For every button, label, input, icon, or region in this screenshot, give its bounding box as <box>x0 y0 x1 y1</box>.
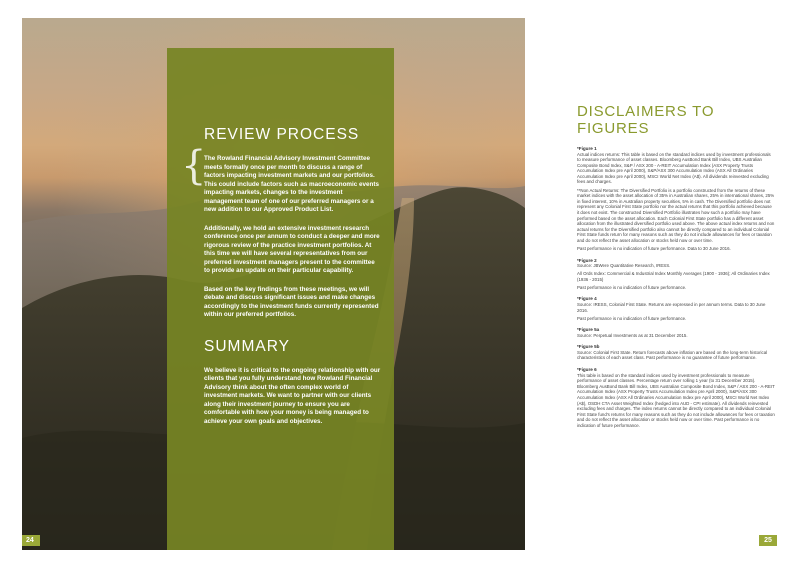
figure-text: All Ords Index: Commercial & Industrial Index Monthly Averages (1900 - 1936); All Ordinaries Index (1936 - 2015) <box>577 271 770 282</box>
figure-label: *Figure 1 <box>577 146 597 151</box>
disclaimers-heading-line1: DISCLAIMERS TO <box>577 103 715 120</box>
page-number-right: 25 <box>759 535 777 546</box>
page-number-left: 24 <box>22 535 40 546</box>
figure-6-disclaimer <box>577 367 775 428</box>
figure-5a-disclaimer <box>577 327 775 338</box>
figure-2-disclaimer <box>577 258 775 291</box>
curly-brace-decoration: { <box>181 143 207 189</box>
review-paragraph-1: The Rowland Financial Advisory Investment Committee meets formally once per month to discuss a range of factors impacting investment markets and our portfolios. This could include factors such as macroeconomic events impacting markets, changes to the investment management team of one of our preferred managers or a new addition to our Approved Product List. <box>204 155 379 213</box>
figure-text: Source: Perpetual Investments as at 31 December 2015. <box>577 332 688 338</box>
disclaimers-section <box>577 103 775 428</box>
figure-text: Past performance is no indication of future performance. Data to 30 June 2016. <box>577 246 731 251</box>
disclaimers-heading-line2: FIGURES <box>577 120 650 137</box>
disclaimers-heading <box>577 103 775 137</box>
figure-label: *Figure 2 <box>577 257 597 263</box>
summary-heading: SUMMARY <box>204 337 290 355</box>
figure-text: Actual indices returns: This table is based on the standard indices used by investment professionals to measure performance of asset classes. Bloomberg AusBond Bank Bill Index, UBS Australian Composite Bond Index, S&P / ASX 200 - A-REIT Accumulation Index (ASX Property Trusts Accumulation Index pre April 2000), S&P/ASX 300 Accumulation Index (ASX All Ordinaries Accumulation Index pre April 2000), MSCI World Net Index (A$). All dividends reinvested excluding fees and charges. <box>577 151 771 185</box>
figure-label: *Figure 4 <box>577 296 597 302</box>
figure-label: *Figure 6 <box>577 367 597 373</box>
review-paragraph-3: Based on the key findings from these meetings, we will debate and discuss significant issues and make changes accordingly to the investment funds currently represented within our preferred portfolios. <box>204 285 379 318</box>
review-process-panel <box>167 48 394 550</box>
review-process-heading: REVIEW PROCESS <box>204 126 360 143</box>
figure-text: Source: Colonial First State. Return forecasts above inflation are based on the long-term historical characteristics of each asset class. Past performance is no guarantee of future performance. <box>577 349 768 361</box>
figure-text: **Non Actual Returns: The Diversified Portfolio is a portfolio constructed from the returns of these market indices with the asset allocation of 35% in Australian shares, 25% in international shares, 25% in fixed interest, 10% in Australian property securities, 5% in cash. The Diversified portfolio does not represent any Colonial First State portfolio nor the actual returns that this portfolio achieved because it does not exist. The constructed Diversified Portfolio illustrates how such a portfolio may have performed based on the asset allocation. Each Colonial First State portfolio has a different asset allocation from the illustrated diversified portfolio used above. The above actual index returns and non actual returns for the Diversified portfolio also cannot be directly compared to an individual Colonial First State funds return for many reasons such as they do not include allowances for fees or taxation and do not reflect the asset allocation or stocks held now or over time. <box>577 187 775 243</box>
figure-text: Past performance is no indication of future performance. <box>577 315 687 321</box>
figure-label: *Figure 5a <box>577 327 600 333</box>
figure-text: This table is based on the standard indices used by investment professionals to measure performance of asset classes. Percentage return over rolling 1 year (to 31 December 2015). Bloomberg AusBond Bank Bill Index, UBS Australian Composite Bond Index, S&P / ASX 200 - A-REIT Accumulation Index (ASX Property Trusts Accumulation Index pre April 2000), S&P/ASX 300 Accumulation Index (ASX All Ordinaries Accumulation Index pre April 2000), MSCI World Net Index (A$), OSDH CTA Asset Weighted Index (hedged into AUD - CPI estimate). All dividends reinvested excluding fees and charges. The index returns cannot be directly compared to an individual Colonial First State fund's returns for many reasons such as they do not include allowances for fees or taxation and do not reflect the asset allocation or stocks held now or over time. Past performance is no indication of future performance. <box>577 372 775 428</box>
figure-5b-disclaimer <box>577 344 775 361</box>
figure-label: *Figure 5b <box>577 344 600 350</box>
summary-paragraph: We believe it is critical to the ongoing relationship with our clients that you fully understand how Rowland Financial Advisory think about the often complex world of investment markets. We want to partner with our clients along their investment journey to ensure you are comfortable with how your money is being managed to achieve your own goals and objectives. <box>204 366 381 425</box>
figure-text: Past performance is no indication of future performance. <box>577 284 687 290</box>
figure-text: Source: IRESS, Colonial First State. Returns are expressed in per annum terms. Data to 30 June 2016. <box>577 301 766 313</box>
figure-1-disclaimer <box>577 146 775 252</box>
figure-4-disclaimer <box>577 296 775 321</box>
review-paragraph-2: Additionally, we hold an extensive investment research conference once per annum to conduct a deeper and more rigorous review of the practice investment portfolios. At this time we will have several representatives from our preferred investment managers present to the committee to provide an update on their particular capability. <box>204 224 380 274</box>
figure-text: Source: JBWere Quantitative Research, IRESS. <box>577 263 671 269</box>
